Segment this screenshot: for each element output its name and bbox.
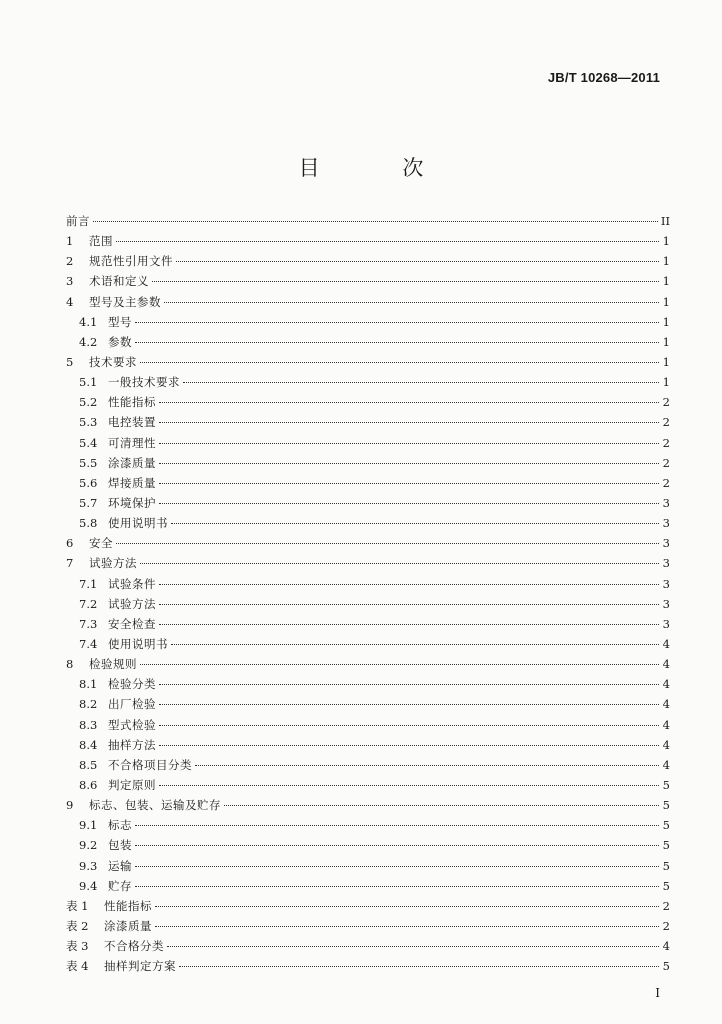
toc-entry-page: 2	[662, 415, 670, 430]
toc-entry-page: II	[660, 214, 670, 228]
toc-entry-label: 电控装置	[108, 415, 156, 430]
toc-entry-label: 包装	[108, 838, 132, 853]
dot-leader	[135, 866, 659, 867]
dot-leader	[140, 563, 659, 564]
toc-entry[interactable]	[66, 856, 670, 876]
toc-entry-page: 2	[662, 435, 670, 450]
toc-entry-number: 8.3	[79, 717, 98, 732]
toc-entry[interactable]	[66, 815, 670, 835]
toc-entry-page: 3	[662, 516, 670, 531]
toc-entry-page: 5	[662, 858, 670, 873]
toc-entry-number: 7.3	[79, 616, 98, 631]
toc-entry-page: 2	[662, 395, 670, 410]
toc-entry-label: 可清理性	[108, 435, 156, 450]
toc-entry-number: 9.1	[79, 818, 98, 833]
toc-entry-label: 涂漆质量	[108, 455, 156, 470]
toc-entry-label: 检验规则	[89, 657, 137, 672]
toc-entry-number: 5.6	[79, 475, 98, 490]
toc-entry[interactable]	[66, 715, 670, 735]
toc-entry-label: 技术要求	[89, 354, 137, 369]
page-title: 目 次	[298, 156, 462, 180]
dot-leader	[140, 664, 659, 665]
toc-entry-page: 5	[662, 777, 670, 792]
toc-entry-page: 3	[662, 556, 670, 571]
dot-leader	[159, 463, 659, 464]
toc-entry-number: 9.2	[79, 838, 98, 853]
dot-leader	[164, 302, 659, 303]
toc-entry-number: 8.5	[79, 757, 98, 772]
toc-entry[interactable]	[66, 634, 670, 654]
toc-entry-number: 5.1	[79, 375, 98, 390]
dot-leader	[159, 745, 659, 746]
toc-entry[interactable]	[66, 553, 670, 573]
toc-entry-page: 4	[662, 697, 670, 712]
toc-entry-page: 5	[662, 818, 670, 833]
toc-entry-number: 8.4	[79, 737, 98, 752]
dot-leader	[135, 845, 659, 846]
toc-entry-label: 使用说明书	[108, 516, 168, 531]
toc-entry-label: 试验方法	[108, 596, 156, 611]
toc-entry-page: 1	[662, 334, 670, 349]
toc-entry-label: 安全检查	[108, 616, 156, 631]
toc-entry[interactable]	[66, 533, 670, 553]
toc-entry-number: 5.8	[79, 516, 98, 531]
toc-entry-number: 5	[66, 354, 74, 369]
page-number: I	[655, 986, 660, 1000]
toc-entry-label: 不合格分类	[104, 939, 164, 954]
toc-entry-label: 标志	[108, 818, 132, 833]
toc-entry[interactable]	[66, 956, 670, 976]
dot-leader	[135, 322, 659, 323]
toc-entry[interactable]	[66, 433, 670, 453]
toc-entry[interactable]	[66, 916, 670, 936]
toc-entry-page: 3	[662, 536, 670, 551]
toc-entry[interactable]	[66, 674, 670, 694]
toc-entry[interactable]	[66, 231, 670, 251]
toc-entry-label: 型号及主参数	[89, 294, 161, 309]
dot-leader	[179, 966, 659, 967]
toc-entry[interactable]	[66, 271, 670, 291]
toc-entry-page: 5	[662, 838, 670, 853]
dot-leader	[159, 785, 659, 786]
toc-entry-label: 试验条件	[108, 576, 156, 591]
toc-entry[interactable]	[66, 513, 670, 533]
toc-entry[interactable]	[66, 835, 670, 855]
toc-entry-label: 环境保护	[108, 495, 156, 510]
dot-leader	[93, 221, 658, 222]
toc-entry-number: 8.1	[79, 677, 98, 692]
toc-entry-label: 术语和定义	[89, 274, 149, 289]
dot-leader	[135, 886, 659, 887]
toc-entry-label: 运输	[108, 858, 132, 873]
toc-entry[interactable]	[66, 876, 670, 896]
toc-entry[interactable]	[66, 473, 670, 493]
toc-entry-label: 范围	[89, 234, 113, 249]
toc-entry-page: 1	[662, 234, 670, 249]
dot-leader	[224, 805, 659, 806]
dot-leader	[155, 906, 659, 907]
dot-leader	[183, 382, 659, 383]
toc-entry-page: 5	[662, 878, 670, 893]
toc-entry-page: 4	[662, 657, 670, 672]
dot-leader	[159, 684, 659, 685]
toc-entry[interactable]	[66, 594, 670, 614]
toc-entry-number: 1	[66, 234, 74, 249]
toc-entry-page: 3	[662, 576, 670, 591]
dot-leader	[159, 725, 659, 726]
dot-leader	[159, 443, 659, 444]
toc-entry[interactable]	[66, 936, 670, 956]
toc-entry-label: 安全	[89, 536, 113, 551]
toc-entry-page: 3	[662, 495, 670, 510]
toc-entry-label: 判定原则	[108, 777, 156, 792]
toc-entry-number: 表 4	[66, 959, 89, 974]
toc-entry-number: 6	[66, 536, 74, 551]
toc-entry-page: 4	[662, 717, 670, 732]
toc-entry-label: 贮存	[108, 878, 132, 893]
dot-leader	[176, 261, 659, 262]
dot-leader	[155, 926, 659, 927]
dot-leader	[171, 644, 659, 645]
toc-entry[interactable]	[66, 654, 670, 674]
toc-entry-label: 试验方法	[89, 556, 137, 571]
toc-entry[interactable]	[66, 493, 670, 513]
toc-entry-page: 2	[662, 475, 670, 490]
toc-entry[interactable]	[66, 392, 670, 412]
dot-leader	[135, 825, 659, 826]
toc-entry-number: 5.5	[79, 455, 98, 470]
dot-leader	[140, 362, 659, 363]
toc-entry-label: 焊接质量	[108, 475, 156, 490]
toc-entry-label: 规范性引用文件	[89, 254, 173, 269]
toc-entry-page: 4	[662, 636, 670, 651]
toc-entry-page: 2	[662, 918, 670, 933]
toc-entry-page: 3	[662, 616, 670, 631]
toc-entry[interactable]	[66, 614, 670, 634]
toc-entry-number: 9	[66, 798, 74, 813]
toc-entry[interactable]	[66, 795, 670, 815]
toc-entry-page: 4	[662, 677, 670, 692]
toc-entry[interactable]	[66, 352, 670, 372]
toc-entry[interactable]	[66, 453, 670, 473]
dot-leader	[159, 402, 659, 403]
toc-entry-page: 2	[662, 898, 670, 913]
toc-entry-page: 1	[662, 314, 670, 329]
toc-entry[interactable]	[66, 694, 670, 714]
toc-entry-number: 8.2	[79, 697, 98, 712]
toc-entry-number: 9.3	[79, 858, 98, 873]
table-of-contents	[66, 211, 670, 976]
toc-entry-label: 性能指标	[104, 898, 152, 913]
dot-leader	[135, 342, 659, 343]
dot-leader	[152, 281, 659, 282]
toc-entry-number: 4.2	[79, 334, 98, 349]
toc-entry-number: 8.6	[79, 777, 98, 792]
dot-leader	[159, 704, 659, 705]
toc-entry-number: 表 3	[66, 939, 89, 954]
dot-leader	[159, 584, 659, 585]
toc-entry-number: 5.2	[79, 395, 98, 410]
toc-entry-label: 标志、包装、运输及贮存	[89, 798, 221, 813]
dot-leader	[159, 624, 659, 625]
dot-leader	[195, 765, 659, 766]
dot-leader	[159, 422, 659, 423]
dot-leader	[159, 483, 659, 484]
dot-leader	[159, 503, 659, 504]
toc-entry[interactable]	[66, 211, 670, 231]
toc-entry-label: 一般技术要求	[108, 375, 180, 390]
standard-code: JB/T 10268—2011	[547, 70, 660, 85]
dot-leader	[167, 946, 659, 947]
toc-entry-number: 5.4	[79, 435, 98, 450]
toc-entry[interactable]	[66, 735, 670, 755]
toc-entry[interactable]	[66, 251, 670, 271]
toc-entry-number: 4.1	[79, 314, 98, 329]
dot-leader	[116, 241, 659, 242]
toc-entry-number: 表 1	[66, 898, 89, 913]
toc-entry-page: 1	[662, 375, 670, 390]
toc-entry-page: 4	[662, 737, 670, 752]
toc-entry-label: 使用说明书	[108, 636, 168, 651]
toc-entry[interactable]	[66, 755, 670, 775]
toc-entry-page: 1	[662, 254, 670, 269]
toc-entry-number: 9.4	[79, 878, 98, 893]
toc-entry-label: 检验分类	[108, 677, 156, 692]
toc-entry-number: 7.4	[79, 636, 98, 651]
toc-entry-number: 4	[66, 294, 74, 309]
toc-entry-label: 性能指标	[108, 395, 156, 410]
toc-entry-page: 5	[662, 959, 670, 974]
toc-entry[interactable]	[66, 332, 670, 352]
toc-entry-label: 前言	[66, 214, 90, 228]
toc-entry-number: 表 2	[66, 918, 89, 933]
toc-entry-label: 参数	[108, 334, 132, 349]
toc-entry-label: 抽样方法	[108, 737, 156, 752]
toc-entry-number: 5.3	[79, 415, 98, 430]
toc-entry[interactable]	[66, 412, 670, 432]
toc-entry-page: 3	[662, 596, 670, 611]
toc-entry-label: 不合格项目分类	[108, 757, 192, 772]
toc-entry-page: 1	[662, 274, 670, 289]
dot-leader	[116, 543, 659, 544]
toc-entry-label: 型号	[108, 314, 132, 329]
toc-entry[interactable]	[66, 372, 670, 392]
toc-entry[interactable]	[66, 775, 670, 795]
dot-leader	[171, 523, 659, 524]
toc-entry-number: 7	[66, 556, 74, 571]
toc-entry-label: 涂漆质量	[104, 918, 152, 933]
toc-entry-page: 1	[662, 354, 670, 369]
toc-entry-number: 7.1	[79, 576, 98, 591]
toc-entry[interactable]	[66, 312, 670, 332]
dot-leader	[159, 604, 659, 605]
toc-entry-label: 出厂检验	[108, 697, 156, 712]
toc-entry-page: 4	[662, 939, 670, 954]
toc-entry[interactable]	[66, 896, 670, 916]
toc-entry-number: 3	[66, 274, 74, 289]
toc-entry-label: 抽样判定方案	[104, 959, 176, 974]
toc-entry[interactable]	[66, 574, 670, 594]
toc-entry-page: 2	[662, 455, 670, 470]
toc-entry[interactable]	[66, 292, 670, 312]
toc-entry-number: 2	[66, 254, 74, 269]
toc-entry-number: 7.2	[79, 596, 98, 611]
toc-entry-number: 5.7	[79, 495, 98, 510]
toc-entry-label: 型式检验	[108, 717, 156, 732]
toc-entry-page: 4	[662, 757, 670, 772]
toc-entry-page: 1	[662, 294, 670, 309]
toc-entry-page: 5	[662, 798, 670, 813]
toc-entry-number: 8	[66, 657, 74, 672]
